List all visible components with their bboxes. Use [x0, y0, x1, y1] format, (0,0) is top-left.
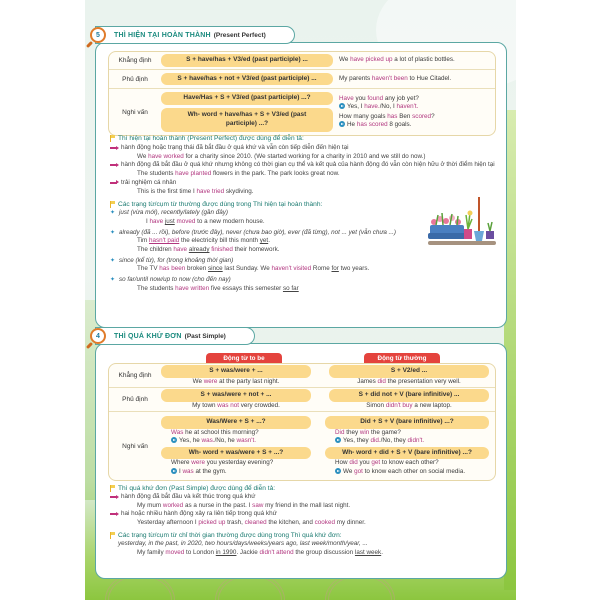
answer-arrow-icon [171, 468, 177, 474]
example-sentence: My parents haven't been to Hue Citadel. [339, 74, 452, 82]
row-label: Khẳng định [118, 57, 152, 64]
answer-arrow-icon [171, 437, 177, 443]
affirmative-row: Khẳng định S + was/were + ... We were at the party last night. S + V2/ed ... James did the presentation very well. [109, 364, 495, 388]
adverb-list: yesterday, in the past, in 2020, two hours/days/weeks/years ago, last week/month/year, ... [118, 539, 368, 547]
flag-icon [110, 485, 115, 492]
formula-pill: S + have/has + not + V3/ed (past participle) ... [161, 73, 333, 86]
star-bullet-icon: ✦ [110, 229, 116, 236]
answer-arrow-icon [339, 121, 345, 127]
usage-example: Yesterday afternoon I picked up trash, cleaned the kitchen, and cooked my dinner. [137, 519, 366, 527]
answer-arrow-icon [335, 468, 341, 474]
adverb-example: The TV has been broken since last Sunday. We haven't visited Rome for two years. [137, 265, 370, 273]
example-sentence: We have picked up a lot of plastic bottles. [339, 56, 455, 64]
negative-row [109, 70, 495, 89]
adverb-item: ✦ already (đã ... rồi), before (trước đây), never (chưa bao giờ), ever (đã từng), not ... yet (vẫn chưa ...) [110, 228, 396, 236]
formula-pill: S + was/were + not + ... [161, 389, 311, 402]
adverb-item: ✦ just (vừa mới), recently/lately (gần đây) [110, 209, 228, 217]
arrow-bullet-icon [110, 182, 117, 184]
arrow-bullet-icon [110, 164, 117, 166]
usage-example: This is the first time I have tried skydiving. [137, 187, 254, 195]
example-sentence: My town was not very crowded. [192, 401, 280, 409]
formula-pill: Did + S + V (bare infinitive) ...? [325, 416, 489, 429]
section-title: THÌ QUÁ KHỨ ĐƠN [114, 332, 182, 340]
present-perfect-header [95, 26, 295, 44]
past-simple-header [95, 327, 255, 345]
formula-pill: Wh- word + did + S + V (bare infinitive) ...? [325, 447, 489, 460]
example-sentence: Simon didn't buy a new laptop. [366, 401, 452, 409]
present-perfect-formula-table [108, 51, 496, 136]
adverb-example: My family moved to London in 1990. Jackie didn't attend the group discussion last week. [137, 548, 383, 556]
usage-item: trải nghiệm cá nhân [110, 179, 502, 188]
formula-pill: S + did not + V (bare infinitive) ... [329, 389, 489, 402]
flag-icon [110, 201, 115, 208]
past-simple-formula-table [108, 363, 496, 481]
usage-item: hành động hoặc trạng thái đã bắt đầu ở quá khứ và vẫn còn tiếp diễn đến hiện tại [110, 144, 502, 153]
present-perfect-section [95, 42, 507, 328]
section-title: THÌ HIỆN TẠI HOÀN THÀNH [114, 31, 211, 39]
example-question: How many goals has Ben scored? [339, 112, 435, 120]
row-label: Nghi vấn [122, 108, 148, 116]
textbook-page: Khẳng định S + have/has + V3/ed (past participle) ... We have picked up a lot of plastic bottles. Phủ định S + have/has + not + V3/ed (past participle) ... My parents haven't been to Hue Citadel. Nghi vấn Have/Has + S + V3/ed (past participle) ...? Wh- word + have/has + S + V3/ed (past participle) ...? Have you found any job yet? Yes, I have./No, I haven't. How many goals has Ben scored? He has scored 8 goals. Thì hiện tại hoàn thành (Present Perfect) được dùng để diễn tả: hành động hoặc trạng thái đã bắt đầu ở quá khứ và vẫn còn tiếp diễn đến hiện tại We have worked for a charity since 2010. (We started working for a charity in 2010 and we still do now.) hành động đã bắt đầu ở quá khứ nhưng không có thời gian cụ thể và kết quả của hành động đó vẫn còn hiện hữu ở thời điểm hiện tại The students have planted flowers in the park. The park looks great now. trải nghiệm cá nhân This is the first time I have tried skydiving. Các trạng từ/cụm từ thường được dùng trong Thì hiện tại hoàn thành: ✦ just (vừa mới), recently/lately (gần đây) I have just moved to a new modern house. ✦ already (đã ... rồi), before (trước đây), never (chưa bao giờ), ever (đã từng), not ... yet (vẫn chưa ...) Tim hasn't paid the electricity bill this month yet. The children have already finished their homework. ✦ since (kể từ), for (trong khoảng thời gian) The TV has been broken since last Sunday. We haven't visited Rome for two years. ✦ so far/until now/up to now (cho đến nay) The students have written five essays this semester so far THÌ HIỆN TẠI HOÀN THÀNH (Present Perfect) 5 Động từ to be Động từ thường Khẳng định S + was/were + ... We were at the party last night. S + V2/ed ... James did the presentation very well. Phủ định S + was/were + not + ... My town was not very crowded. S + did not + V (bare infinitive) ... Simon didn't buy a new laptop. Nghi vấn Was/Were + S + ...? Was he at school this morning? Yes, he was./No, he wasn't. Wh- word + was/were + S + ...? Where were you yesterday evening? I was at the gym. Did + S + V (bare infinitive) ...? Did they win the game? Yes, they did./No, they didn't. Wh- word + did + S + V (bare infinitive) ...? How did you get to know each other? We got to know each other on social media. Thì quá khứ đơn (Past Simple) được dùng để diễn tả: hành động đã bắt đầu và kết thúc trong quá khứ My mum worked as a nurse in the past. I saw my friend in the mall last night. hai hoặc nhiều hành động xảy ra liên tiếp trong quá khứ Yesterday afternoon I picked up trash, cleaned the kitchen, and cooked my dinner. Các trạng từ/cụm từ chỉ thời gian thường được dùng trong Thì quá khứ đơn: yesterday, in the past, in 2020, two hours/days/weeks/years ago, last week/month/year, ... My family moved to London in 1990. Jackie didn't attend the group discussion last week. THÌ QUÁ KHỨ ĐƠN (Past Simple) 4 11 [85, 0, 516, 600]
column-tab-regular-verb: Động từ thường [364, 353, 440, 363]
past-simple-section [95, 343, 507, 579]
formula-pill: Was/Were + S + ...? [161, 416, 311, 429]
flag-icon [110, 135, 115, 142]
flag-icon [110, 532, 115, 539]
past-simple-notes: Thì quá khứ đơn (Past Simple) được dùng để diễn tả: hành động đã bắt đầu và kết thúc trong quá khứ My mum worked as a nurse in the past. I saw my friend in the mall last night. hai hoặc nhiều hành động xảy ra liên tiếp trong quá khứ Yesterday afternoon I picked up trash, cleaned the kitchen, and cooked my dinner. Các trạng từ/cụm từ chỉ thời gian thường được dùng trong Thì quá khứ đơn: yesterday, in the past, in 2020, two hours/days/weeks/years ago, last week/month/year, ... My family moved to London in 1990. Jackie didn't attend the group discussion last week. [110, 484, 502, 557]
star-bullet-icon: ✦ [110, 277, 116, 284]
formula-pill: Have/Has + S + V3/ed (past participle) ...? [161, 92, 333, 105]
formula-pill: Wh- word + was/were + S + ...? [161, 447, 311, 460]
garden-plants-illustration [428, 195, 496, 247]
interrogative-row: Nghi vấn Was/Were + S + ...? Was he at school this morning? Yes, he was./No, he wasn't. Wh- word + was/were + S + ...? Where were you yesterday evening? I was at the gym. Did + S + V (bare infinitive) ...? Did they win the game? Yes, they did./No, they didn't. Wh- word + did + S + V (bare infinitive) ...? How did you get to know each other? We got to know each other on social media. [109, 412, 495, 480]
arrow-bullet-icon [110, 513, 117, 515]
example-sentence: James did the presentation very well. [357, 377, 461, 385]
formula-pill: S + was/were + ... [161, 365, 311, 378]
formula-pill: Wh- word + have/has + S + V3/ed (past participle) ...? [161, 108, 333, 132]
usage-example: We have worked for a charity since 2010. (We started working for a charity in 2010 and we still do now.) [137, 152, 426, 160]
column-tab-to-be: Động từ to be [206, 353, 282, 363]
adverb-example: The children have already finished their homework. [137, 246, 280, 254]
affirmative-row [109, 52, 495, 70]
star-bullet-icon: ✦ [110, 210, 116, 217]
usage-example: The students have planted flowers in the park. The park looks great now. [137, 170, 340, 178]
formula-pill: S + have/has + V3/ed (past participle) ... [161, 54, 333, 67]
adverb-item: ✦ since (kể từ), for (trong khoảng thời gian) [110, 256, 234, 264]
example-answer: He has scored 8 goals. [339, 121, 435, 130]
answer-arrow-icon [339, 103, 345, 109]
arrow-bullet-icon [110, 147, 117, 149]
formula-pill: S + V2/ed ... [329, 365, 489, 378]
example-sentence: We were at the party last night. [192, 377, 280, 385]
adverb-item: ✦ so far/until now/up to now (cho đến nay) [110, 276, 231, 284]
answer-arrow-icon [335, 437, 341, 443]
adverb-example: Tim hasn't paid the electricity bill this month yet. [137, 237, 270, 245]
negative-row: Phủ định S + was/were + not + ... My town was not very crowded. S + did not + V (bare infinitive) ... Simon didn't buy a new laptop. [109, 388, 495, 412]
usage-item: hành động đã bắt đầu và kết thúc trong quá khứ [110, 493, 502, 502]
section-subtitle: (Past Simple) [184, 332, 226, 340]
row-label: Phủ định [122, 75, 148, 83]
usage-item: hai hoặc nhiều hành động xảy ra liên tiếp trong quá khứ [110, 510, 502, 519]
interrogative-row [109, 89, 495, 135]
adverb-example: The students have written five essays this semester so far [137, 284, 299, 292]
usage-example: My mum worked as a nurse in the past. I saw my friend in the mall last night. [137, 501, 351, 509]
arrow-bullet-icon [110, 496, 117, 498]
magnifier-number-icon: 4 [90, 328, 106, 344]
example-answer: Yes, I have./No, I haven't. [339, 103, 435, 112]
example-question: Have you found any job yet? [339, 94, 419, 102]
section-subtitle: (Present Perfect) [213, 31, 266, 39]
magnifier-number-icon: 5 [90, 27, 106, 43]
adverb-example: I have just moved to a new modern house. [146, 218, 265, 225]
present-perfect-notes: Thì hiện tại hoàn thành (Present Perfect) được dùng để diễn tả: hành động hoặc trạng thái đã bắt đầu ở quá khứ và vẫn còn tiếp diễn đến hiện tại We have worked for a charity since 2010. (We started working for a charity in 2010 and we still do now.) hành động đã bắt đầu ở quá khứ nhưng không có thời gian cụ thể và kết quả của hành động đó vẫn còn hiện hữu ở thời điểm hiện tại The students have planted flowers in the park. The park looks great now. trải nghiệm cá nhân This is the first time I have tried skydiving. Các trạng từ/cụm từ thường được dùng trong Thì hiện tại hoàn thành: ✦ just (vừa mới), recently/lately (gần đây) I have just moved to a new modern house. ✦ already (đã ... rồi), before (trước đây), never (chưa bao giờ), ever (đã từng), not ... yet (vẫn chưa ...) Tim hasn't paid the electricity bill this month yet. The children have already finished their homework. ✦ since (kể từ), for (trong khoảng thời gian) The TV has been broken since last Sunday. We haven't visited Rome for two years. ✦ so far/until now/up to now (cho đến nay) The students have written five essays this semester so far [110, 134, 502, 294]
star-bullet-icon: ✦ [110, 257, 116, 264]
usage-item: hành động đã bắt đầu ở quá khứ nhưng không có thời gian cụ thể và kết quả của hành động đó vẫn còn hiện hữu ở thời điểm hiện tại [110, 161, 502, 170]
